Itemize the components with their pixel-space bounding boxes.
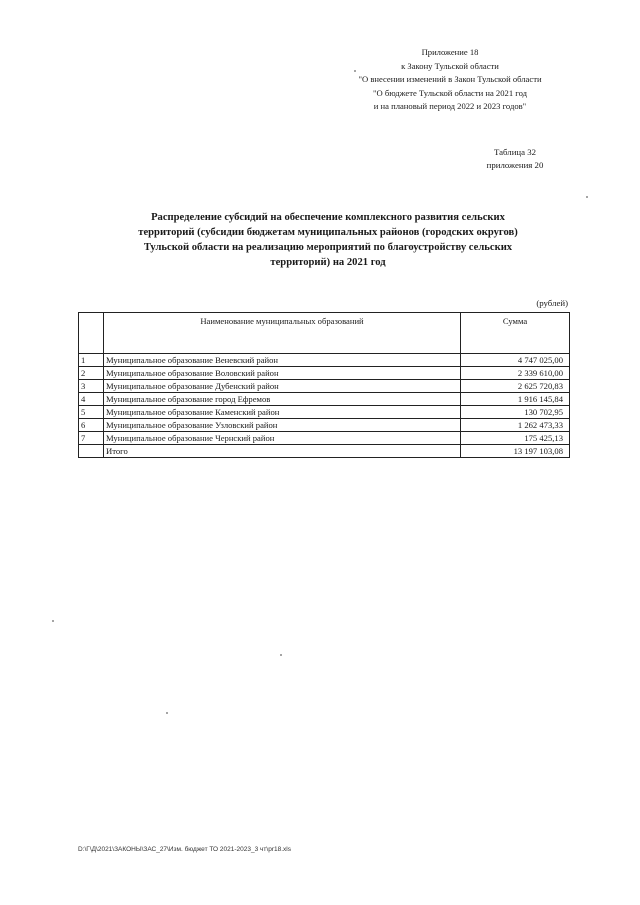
appendix-law-ref: к Закону Тульской области <box>401 60 499 71</box>
table-appendix: приложения 20 <box>486 160 544 170</box>
appendix-number: Приложение 18 <box>421 47 479 57</box>
table-header-row <box>79 313 570 354</box>
row-name: Муниципальное образование Воловский район <box>104 367 461 380</box>
row-sum: 130 702,95 <box>461 406 570 419</box>
row-name: Муниципальное образование Каменский район <box>104 406 461 419</box>
table-row <box>79 380 570 393</box>
table-row <box>79 393 570 406</box>
total-label: Итого <box>104 445 461 458</box>
appendix-law-title-1: "О внесении изменений в Закон Тульской области <box>358 74 542 84</box>
table-row <box>79 432 570 445</box>
row-sum: 2 339 610,00 <box>461 367 570 380</box>
document-title <box>86 210 570 270</box>
row-sum: 1 262 473,33 <box>461 419 570 432</box>
row-num: 2 <box>79 367 104 380</box>
scan-speck <box>280 654 282 656</box>
row-name: Муниципальное образование Узловский район <box>104 419 461 432</box>
row-sum: 2 625 720,83 <box>461 380 570 393</box>
scan-speck <box>166 712 168 714</box>
row-sum: 175 425,13 <box>461 432 570 445</box>
currency-units: (рублей) <box>536 298 568 308</box>
header-name: Наименование муниципальных образований <box>104 313 461 354</box>
total-num <box>79 445 104 458</box>
scan-speck <box>586 196 588 198</box>
table-row <box>79 367 570 380</box>
subsidy-table <box>78 312 570 458</box>
appendix-header <box>330 46 570 114</box>
total-row <box>79 445 570 458</box>
scan-speck <box>52 620 54 622</box>
row-num: 6 <box>79 419 104 432</box>
row-num: 4 <box>79 393 104 406</box>
total-sum: 13 197 103,08 <box>461 445 570 458</box>
row-sum: 4 747 025,00 <box>461 354 570 367</box>
row-num: 5 <box>79 406 104 419</box>
row-num: 7 <box>79 432 104 445</box>
title-line-1: Распределение субсидий на обеспечение комплексного развития сельских <box>151 212 505 223</box>
header-sum: Сумма <box>461 313 570 354</box>
appendix-law-title-2: "О бюджете Тульской области на 2021 год <box>373 87 527 98</box>
table-row <box>79 354 570 367</box>
scan-speck <box>354 70 356 72</box>
table-number: Таблица 32 <box>493 147 537 157</box>
appendix-law-title-3: и на плановый период 2022 и 2023 годов" <box>373 101 527 111</box>
header-num <box>79 313 104 354</box>
row-name: Муниципальное образование Веневский район <box>104 354 461 367</box>
file-path-footer: D:\Г\Д\2021\ЗАКОНЫ\ЗАС_27\Изм. бюджет ТО 2021-2023_3 чт\pr18.xls <box>78 846 291 853</box>
title-line-4: территорий) на 2021 год <box>270 257 386 268</box>
title-line-2: территорий (субсидии бюджетам муниципальных районов (городских округов) <box>138 227 518 238</box>
table-row <box>79 419 570 432</box>
row-name: Муниципальное образование город Ефремов <box>104 393 461 406</box>
row-sum: 1 916 145,84 <box>461 393 570 406</box>
row-num: 3 <box>79 380 104 393</box>
table-row <box>79 406 570 419</box>
title-line-3: Тульской области на реализацию мероприятий по благоустройству сельских <box>143 242 513 253</box>
row-name: Муниципальное образование Чернский район <box>104 432 461 445</box>
row-num: 1 <box>79 354 104 367</box>
row-name: Муниципальное образование Дубенский район <box>104 380 461 393</box>
table-reference <box>460 146 570 172</box>
